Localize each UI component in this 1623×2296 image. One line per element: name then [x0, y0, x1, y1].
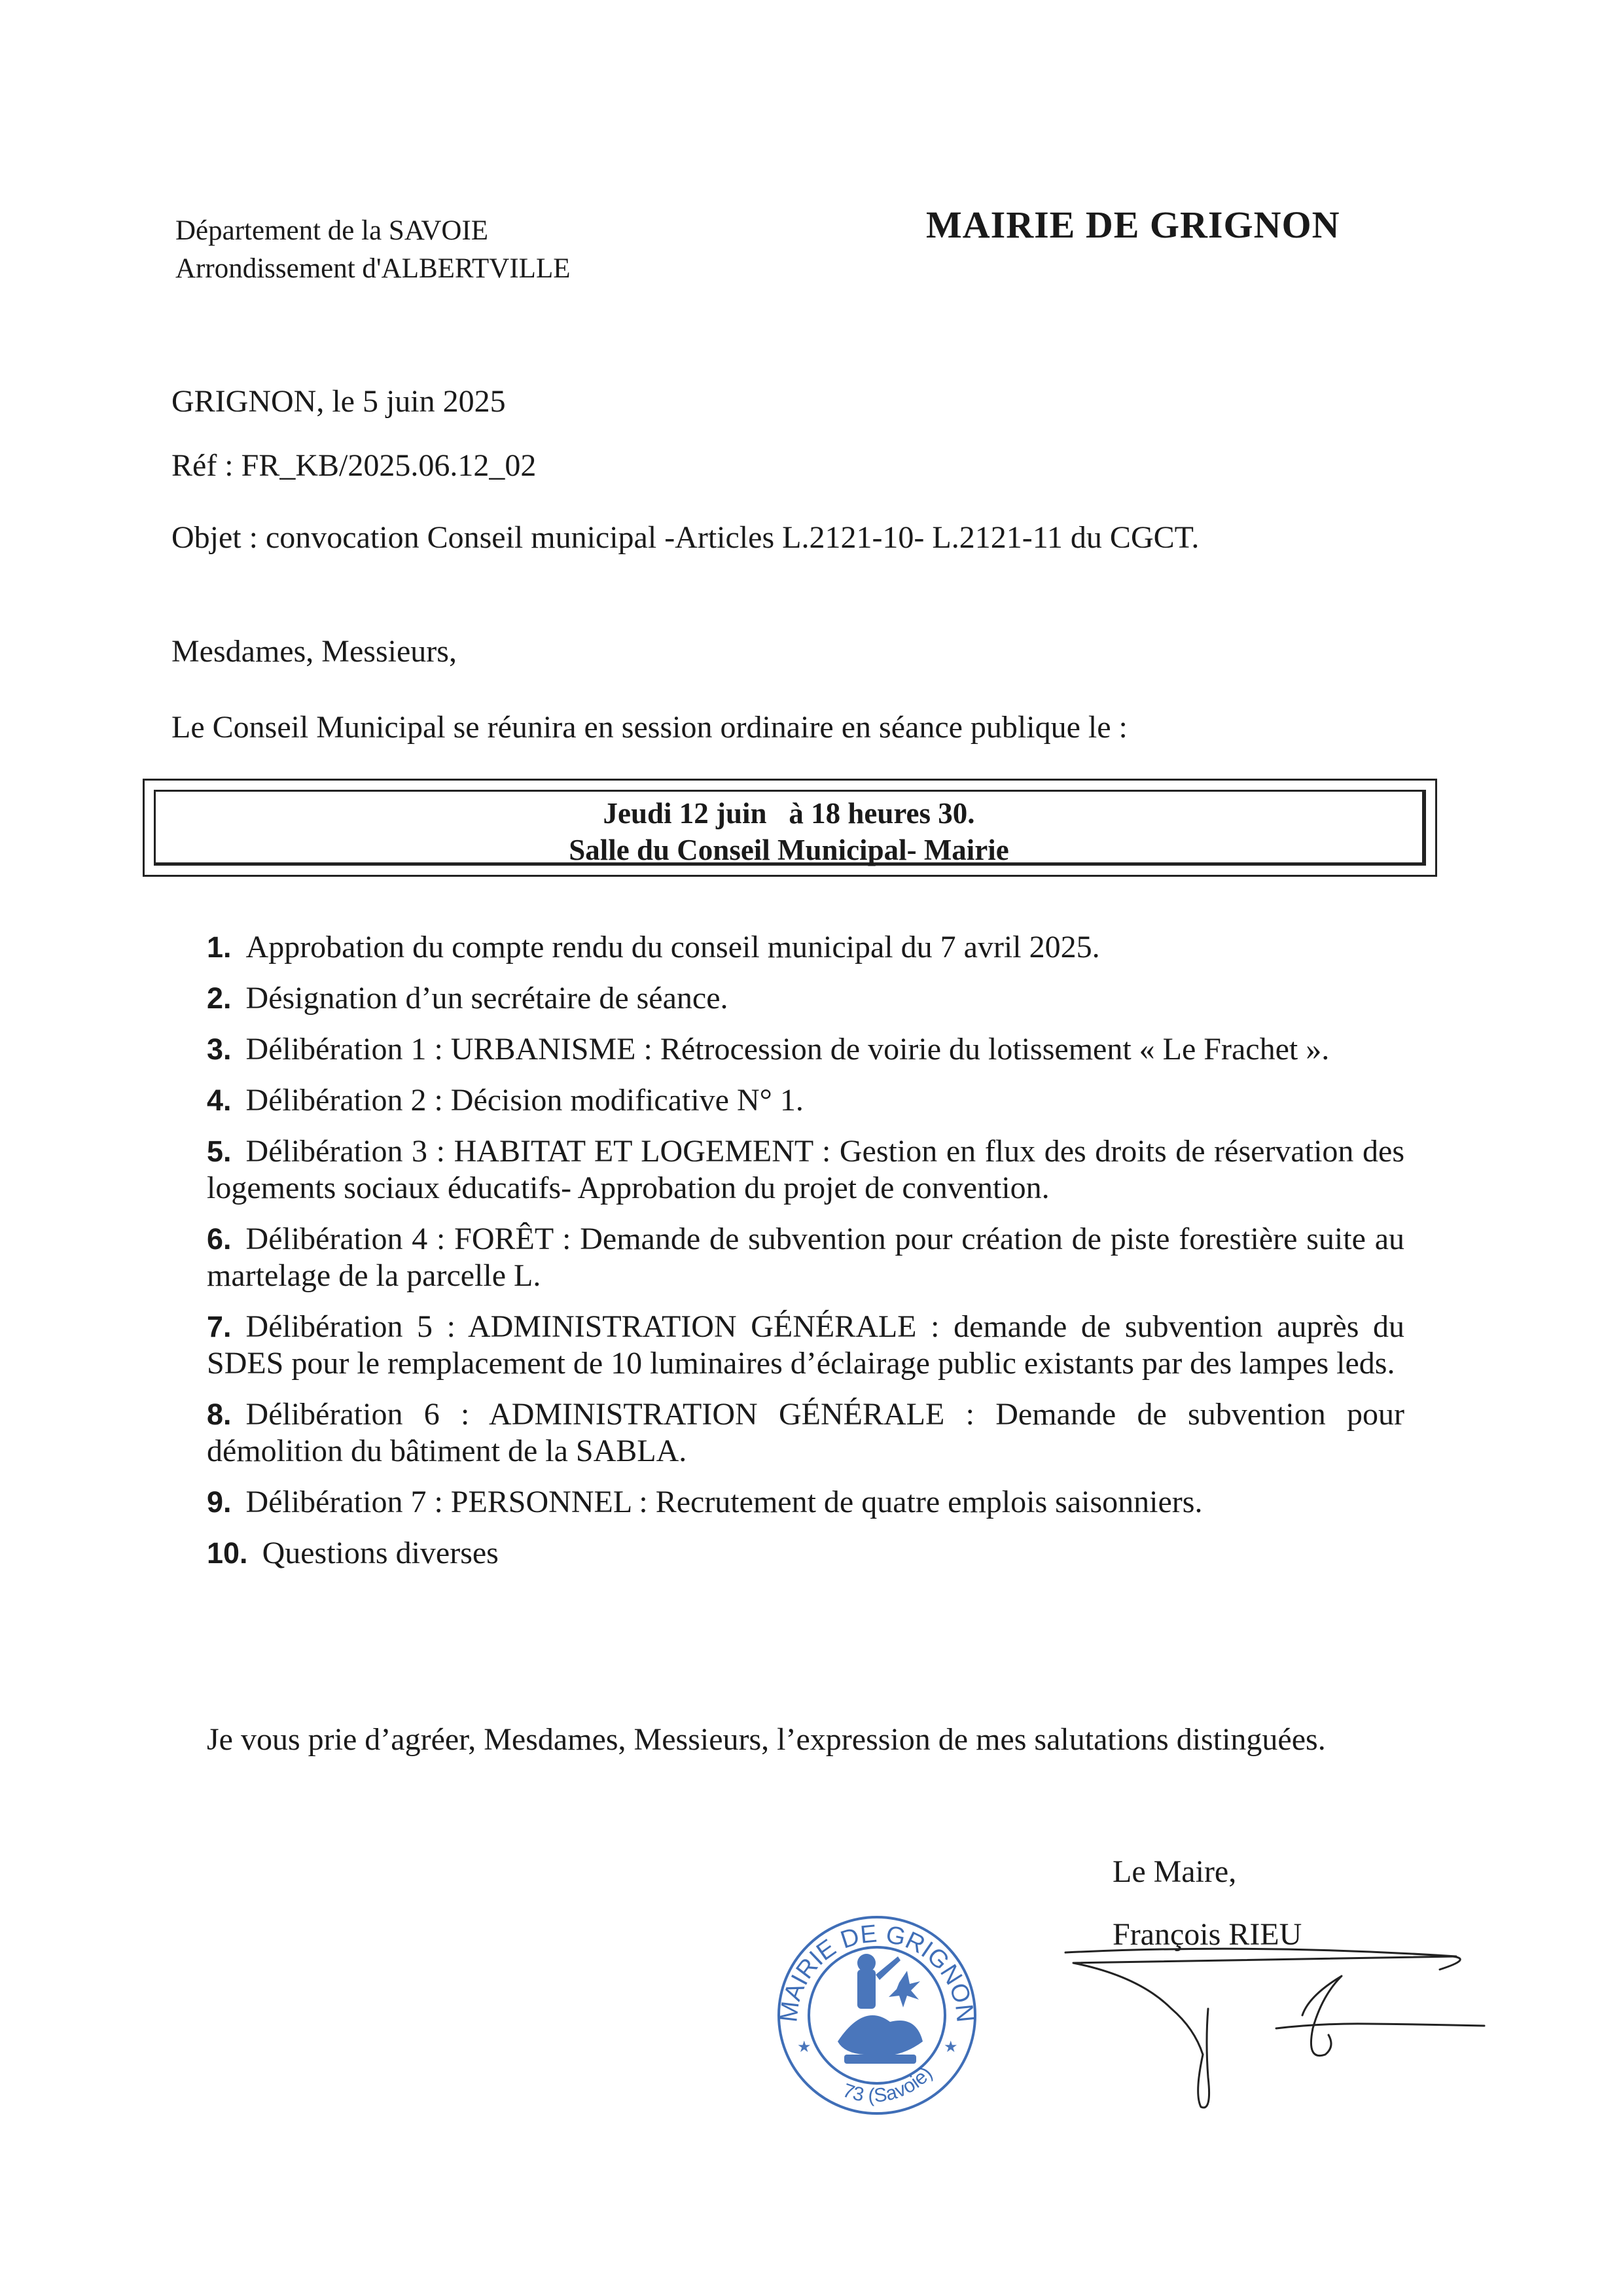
agenda-item-text: Désignation d’un secrétaire de séance. [245, 981, 728, 1016]
signatory-role: Le Maire, [1113, 1854, 1237, 1889]
agenda-item-number: 7. [207, 1310, 232, 1343]
agenda-item-number: 6. [207, 1222, 232, 1256]
agenda-item-number: 1. [207, 930, 232, 964]
agenda-item-text: Délibération 7 : PERSONNEL : Recrutement de quatre emplois saisonniers. [245, 1485, 1203, 1519]
agenda-item [207, 1031, 1404, 1068]
agenda-item-text: Approbation du compte rendu du conseil municipal du 7 avril 2025. [245, 930, 1100, 964]
svg-text:MAIRIE DE GRIGNON: MAIRIE DE GRIGNON [775, 1920, 979, 2024]
svg-text:★: ★ [797, 2039, 812, 2056]
arrondissement-line: Arrondissement d'ALBERTVILLE [175, 253, 571, 284]
agenda-item [207, 1484, 1404, 1521]
intro-sentence: Le Conseil Municipal se réunira en session ordinaire en séance publique le : [171, 710, 1128, 745]
meeting-location: Salle du Conseil Municipal- Mairie [569, 834, 1009, 866]
agenda-item [207, 1309, 1404, 1382]
agenda-item-number: 3. [207, 1033, 232, 1066]
agenda-item-text: Questions diverses [262, 1536, 499, 1570]
subject: Objet : convocation Conseil municipal -Articles L.2121-10- L.2121-11 du CGCT. [171, 520, 1200, 555]
agenda-item-text: Délibération 1 : URBANISME : Rétrocession de voirie du lotissement « Le Frachet ». [245, 1032, 1330, 1067]
agenda-item-text: Délibération 3 : HABITAT ET LOGEMENT : Gestion en flux des droits de réservation des logements sociaux éducatifs- Approbation du projet de convention. [207, 1134, 1404, 1205]
agenda-item-number: 4. [207, 1084, 232, 1117]
department-header [175, 212, 570, 288]
agenda-item [207, 1221, 1404, 1294]
agenda-item [207, 1082, 1404, 1119]
agenda-item-text: Délibération 2 : Décision modificative N° 1. [245, 1083, 804, 1118]
agenda-item [207, 1133, 1404, 1207]
agenda-item-text: Délibération 6 : ADMINISTRATION GÉNÉRALE : Demande de subvention pour démolition du bâtiment de la SABLA. [207, 1397, 1404, 1468]
agenda-item-text: Délibération 4 : FORÊT : Demande de subvention pour création de piste forestière suite au martelage de la parcelle L. [207, 1222, 1404, 1293]
agenda-list [207, 929, 1404, 1586]
agenda-item [207, 1535, 1404, 1572]
agenda-item [207, 980, 1404, 1017]
mairie-seal-stamp [759, 1898, 995, 2120]
meeting-box [143, 779, 1437, 877]
agenda-item-number: 2. [207, 981, 232, 1015]
agenda-item-number: 5. [207, 1135, 232, 1168]
agenda-item-number: 8. [207, 1398, 232, 1431]
agenda-item-number: 9. [207, 1485, 232, 1519]
meeting-datetime: Jeudi 12 juin à 18 heures 30. [603, 797, 975, 830]
agenda-item-text: Délibération 5 : ADMINISTRATION GÉNÉRALE : demande de subvention auprès du SDES pour le remplacement de 10 luminaires d’éclairage public existants par des lampes leds. [207, 1309, 1404, 1381]
place-date: GRIGNON, le 5 juin 2025 [171, 384, 506, 419]
department-line: Département de la SAVOIE [175, 215, 489, 246]
agenda-item [207, 1396, 1404, 1470]
agenda-item-number: 10. [207, 1536, 248, 1570]
reference: Réf : FR_KB/2025.06.12_02 [171, 448, 537, 483]
meeting-box-inner [154, 790, 1426, 866]
signatory-name: François RIEU [1113, 1917, 1302, 1952]
closing-formula: Je vous prie d’agréer, Mesdames, Messieurs, l’expression de mes salutations distinguées. [207, 1722, 1326, 1757]
mairie-title: MAIRIE DE GRIGNON [926, 203, 1340, 246]
agenda-item [207, 929, 1404, 966]
handwritten-signature [1060, 1937, 1492, 2133]
salutation: Mesdames, Messieurs, [171, 634, 457, 669]
svg-text:73 (Savoie): 73 (Savoie) [840, 2062, 937, 2107]
svg-text:★: ★ [944, 2039, 958, 2056]
